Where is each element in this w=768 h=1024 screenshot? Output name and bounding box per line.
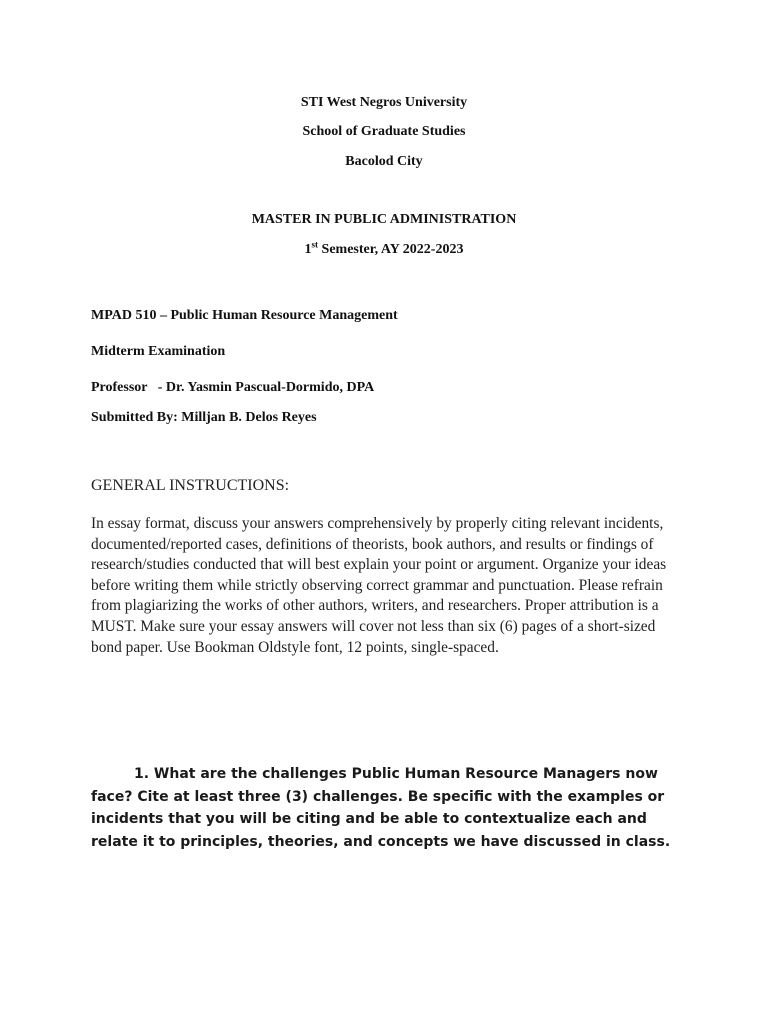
semester-rest: Semester, AY 2022-2023 xyxy=(318,242,464,257)
semester-number: 1 xyxy=(304,242,312,257)
instructions-body: In essay format, discuss your answers comprehensively by properly citing relevant incidents, documented/reported cases, definitions of theorists, book authors, and results or findings of research/studies conducted that will best explain your point or argument. Organize your ideas before writing them while strictly observing correct grammar and punctuation. Please refrain from plagiarizing the works of other authors, writers, and researchers. Proper attribution is a MUST. Make sure your essay answers will cover not less than six (6) pages of a short-sized bond paper. Use Bookman Oldstyle font, 12 points, single-spaced. xyxy=(91,515,667,656)
course-title: MPAD 510 – Public Human Resource Management xyxy=(91,308,398,323)
school-name: School of Graduate Studies xyxy=(302,124,466,139)
program-title: MASTER IN PUBLIC ADMINISTRATION xyxy=(251,212,517,227)
question-1: 1. What are the challenges Public Human Resource Managers now face? Cite at least three (3) challenges. Be specific with the examples or incidents that you will be citing and be able to contextualize each and relate it to principles, theories, and concepts we have discussed in class. xyxy=(91,766,671,850)
university-name: STI West Negros University xyxy=(300,95,468,110)
submitted-by-line: Submitted By: Milljan B. Delos Reyes xyxy=(91,410,317,425)
exam-title: Midterm Examination xyxy=(91,344,226,359)
city-name: Bacolod City xyxy=(345,154,423,169)
instructions-heading: GENERAL INSTRUCTIONS: xyxy=(91,477,290,494)
professor-line: Professor - Dr. Yasmin Pascual-Dormido, DPA xyxy=(91,380,375,395)
semester-line xyxy=(0,241,768,259)
semester-suffix: st xyxy=(311,239,319,250)
